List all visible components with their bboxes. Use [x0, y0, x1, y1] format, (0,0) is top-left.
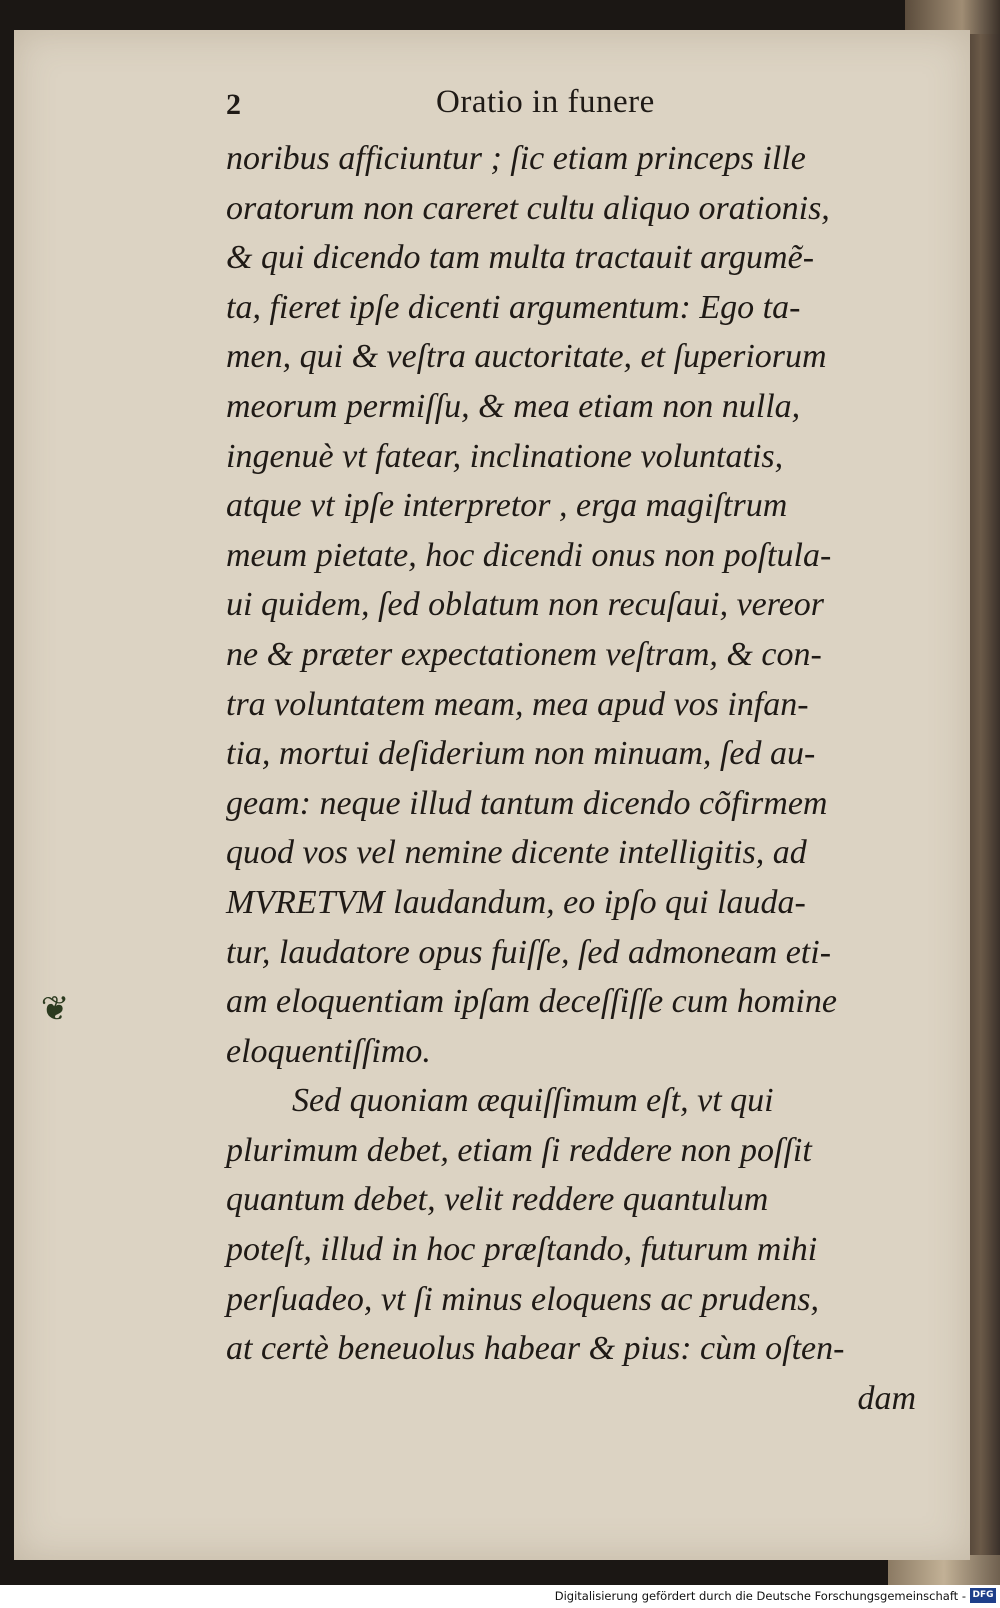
text-line: plurimum debet, etiam ſi reddere non poſſit: [226, 1131, 812, 1169]
body-text: [226, 134, 926, 1423]
text-line: geam: neque illud tantum dicendo cõfirmem: [226, 784, 828, 822]
text-line: MVRETVM laudandum, eo ipſo qui lauda-: [226, 883, 806, 921]
text-line: atque vt ipſe interpretor , erga magiſtrum: [226, 487, 788, 525]
text-line: eloquentiſſimo.: [226, 1032, 431, 1070]
text-line: oratorum non careret cultu aliquo orationis,: [226, 189, 830, 227]
text-line: at certè beneuolus habear & pius: cùm oſten-: [226, 1330, 845, 1368]
flower-ornament-icon: ❦: [40, 991, 70, 1028]
text-line: tra voluntatem meam, mea apud vos infan-: [226, 685, 809, 723]
text-line: tia, mortui deſiderium non minuam, ſed au-: [226, 735, 816, 773]
running-head: [226, 78, 926, 128]
text-line: am eloquentiam ipſam deceſſiſſe cum homine: [226, 983, 837, 1021]
dfg-logo-icon: DFG: [970, 1588, 996, 1603]
text-line: poteſt, illud in hoc præſtando, futurum mihi: [226, 1231, 818, 1269]
page-number: 2: [226, 88, 241, 121]
text-line: ne & præter expectationem veſtram, & con-: [226, 635, 822, 673]
digitization-footer: [0, 1585, 1000, 1608]
text-line: quod vos vel nemine dicente intelligitis, ad: [226, 834, 807, 872]
text-line: meum pietate, hoc dicendi onus non poſtula-: [226, 536, 832, 574]
text-line: quantum debet, velit reddere quantulum: [226, 1181, 769, 1219]
text-line: ingenuè vt fatear, inclinatione voluntatis,: [226, 437, 784, 475]
book-edge-top: [905, 0, 1000, 34]
text-line: tur, laudatore opus fuiſſe, ſed admoneam eti-: [226, 933, 832, 971]
paragraph-first-line: Sed quoniam æquiſſimum eſt, vt qui: [292, 1082, 774, 1120]
text-line: perſuadeo, vt ſi minus eloquens ac prudens,: [226, 1280, 820, 1318]
text-line: meorum permiſſu, & mea etiam non nulla,: [226, 387, 801, 425]
text-line: men, qui & veſtra auctoritate, et ſuperiorum: [226, 338, 827, 376]
text-line: noribus afficiuntur ; ſic etiam princeps ille: [226, 140, 806, 177]
text-line: ta, fieret ipſe dicenti argumentum: Ego ta-: [226, 288, 801, 326]
catchword: dam: [857, 1379, 916, 1417]
funding-credit: Digitalisierung gefördert durch die Deutsche Forschungsgemeinschaft -: [554, 1589, 966, 1603]
text-line: & qui dicendo tam multa tractauit argumẽ-: [226, 239, 815, 277]
running-title: Oratio in funere: [436, 84, 655, 120]
text-line: ui quidem, ſed oblatum non recuſaui, vereor: [226, 586, 825, 624]
